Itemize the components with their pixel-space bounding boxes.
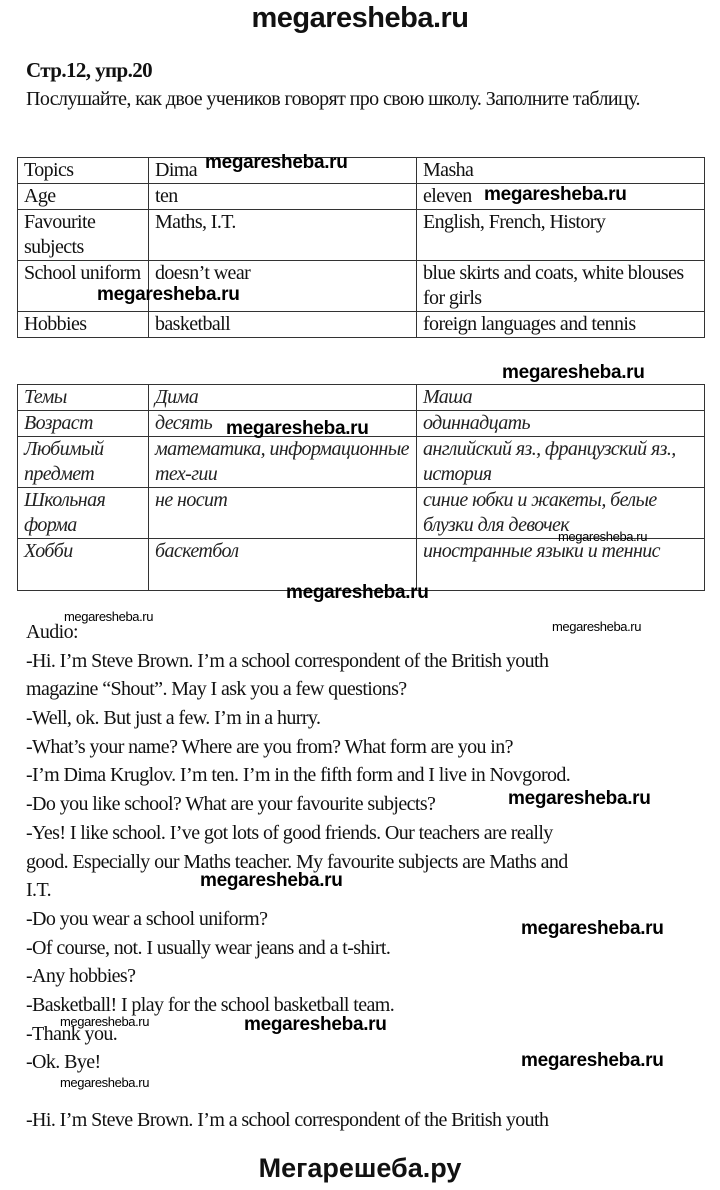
table-cell: английский яз., французский яз., история: [417, 437, 705, 488]
table-cell: basketball: [149, 312, 417, 338]
transcript-line: -Yes! I like school. I’ve got lots of good friends. Our teachers are really: [26, 821, 553, 844]
transcript-line: magazine “Shout”. May I ask you a few questions?: [26, 678, 407, 701]
table-row: [18, 437, 705, 488]
transcript-line: -Ok. Bye!: [26, 1051, 101, 1074]
table-cell: десять: [149, 411, 417, 437]
table-row: [18, 210, 705, 261]
table-cell: математика, информационные тех-гии: [149, 437, 417, 488]
watermark: megaresheba.ru: [64, 609, 154, 624]
table-cell: синие юбки и жакеты, белые блузки для девочек: [417, 488, 705, 539]
table-cell: English, French, History: [417, 210, 705, 261]
transcript-line: -Basketball! I play for the school basketball team.: [26, 993, 395, 1016]
watermark: megaresheba.ru: [200, 870, 343, 891]
transcript-line: Audio:: [26, 621, 78, 643]
watermark: megaresheba.ru: [502, 362, 645, 383]
watermark: megaresheba.ru: [286, 582, 429, 603]
table-cell: Темы: [18, 385, 149, 411]
table-cell: Возраст: [18, 411, 149, 437]
table-cell: Hobbies: [18, 312, 149, 338]
table-cell: eleven: [417, 184, 705, 210]
transcript-line: -Hi. I’m Steve Brown. I’m a school correspondent of the British youth: [26, 649, 549, 672]
table-cell: не носит: [149, 488, 417, 539]
table-cell: одиннадцать: [417, 411, 705, 437]
transcript-line: -Of course, not. I usually wear jeans and a t-shirt.: [26, 936, 391, 959]
watermark: megaresheba.ru: [97, 284, 240, 305]
transcript-line: -I’m Dima Kruglov. I’m ten. I’m in the fifth form and I live in Novgorod.: [26, 764, 571, 787]
table-row: [18, 312, 705, 338]
table-cell: Favourite subjects: [18, 210, 149, 261]
watermark: megaresheba.ru: [558, 529, 648, 544]
table-cell: Маша: [417, 385, 705, 411]
table-cell: blue skirts and coats, white blouses for girls: [417, 261, 705, 312]
answer-table-russian: [17, 384, 705, 591]
exercise-heading: Стр.12, упр.20: [26, 58, 153, 82]
site-title: megaresheba.ru: [251, 2, 469, 34]
watermark: megaresheba.ru: [521, 918, 664, 939]
table-cell: Дима: [149, 385, 417, 411]
table-cell: Topics: [18, 158, 149, 184]
table-cell: иностранные языки и теннис: [417, 539, 705, 591]
instruction: Послушайте, как двое учеников говорят про свою школу. Заполните таблицу.: [26, 88, 640, 110]
transcript-line: I.T.: [26, 879, 51, 902]
transcript-line: good. Especially our Maths teacher. My favourite subjects are Maths and: [26, 850, 568, 873]
watermark: megaresheba.ru: [226, 418, 369, 439]
table-cell: Школьная форма: [18, 488, 149, 539]
watermark: megaresheba.ru: [244, 1014, 387, 1035]
watermark: megaresheba.ru: [484, 184, 627, 205]
transcript-line: -Any hobbies?: [26, 965, 136, 988]
transcript-line: -Do you wear a school uniform?: [26, 907, 268, 930]
transcript-line: -What’s your name? Where are you from? What form are you in?: [26, 735, 513, 758]
table-header-row: [18, 158, 705, 184]
table-cell: School uniform: [18, 261, 149, 312]
transcript-line: -Do you like school? What are your favourite subjects?: [26, 793, 436, 816]
watermark: megaresheba.ru: [60, 1014, 150, 1029]
watermark: megaresheba.ru: [60, 1075, 150, 1090]
footer-title: Мегарешеба.ру: [258, 1153, 462, 1183]
watermark: megaresheba.ru: [521, 1050, 664, 1071]
table-cell: Любимый предмет: [18, 437, 149, 488]
watermark: megaresheba.ru: [205, 152, 348, 173]
table-cell: Maths, I.T.: [149, 210, 417, 261]
table-cell: ten: [149, 184, 417, 210]
table-cell: баскетбол: [149, 539, 417, 591]
watermark: megaresheba.ru: [552, 619, 642, 634]
table-cell: Age: [18, 184, 149, 210]
table-cell: foreign languages and tennis: [417, 312, 705, 338]
transcript-line: -Thank you.: [26, 1022, 118, 1045]
transcript-line: -Well, ok. But just a few. I’m in a hurry.: [26, 707, 321, 730]
table-cell: Хобби: [18, 539, 149, 591]
table-cell: Dima: [149, 158, 417, 184]
watermark: megaresheba.ru: [508, 788, 651, 809]
table-header-row: [18, 385, 705, 411]
table-cell: doesn’t wear: [149, 261, 417, 312]
transcript-line: -Hi. I’m Steve Brown. I’m a school correspondent of the British youth: [26, 1108, 549, 1131]
table-cell: Masha: [417, 158, 705, 184]
